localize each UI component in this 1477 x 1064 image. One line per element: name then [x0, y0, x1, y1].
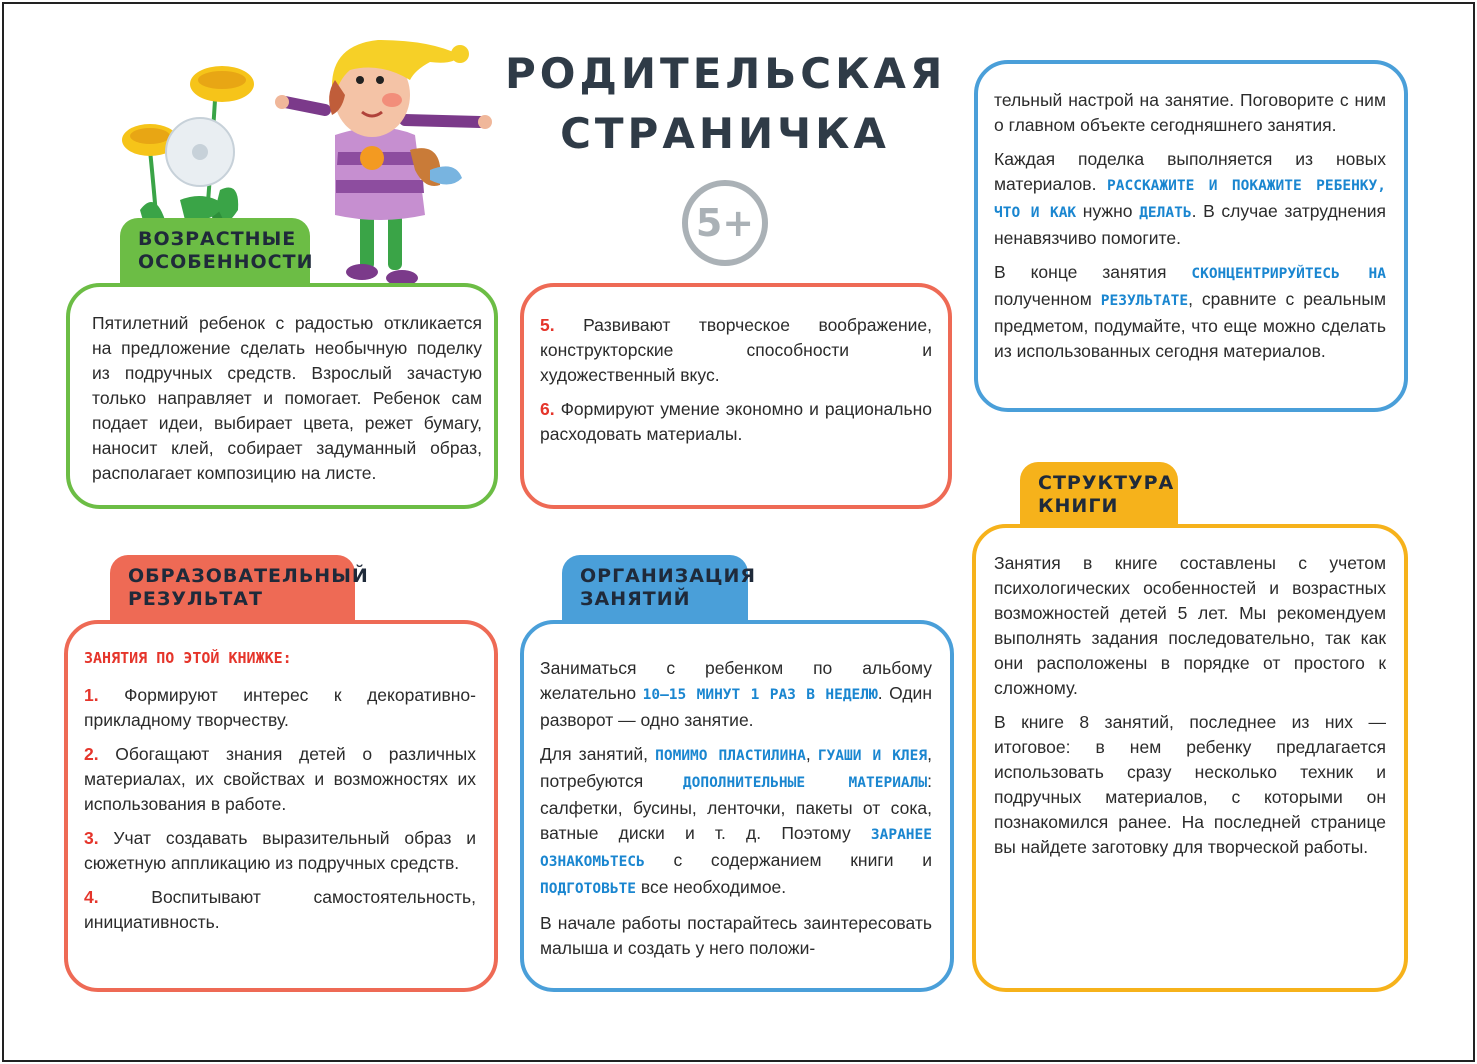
org-p2-e: с содержанием книги и	[644, 850, 932, 870]
org-p2-highlight-3: ДОПОЛНИТЕЛЬНЫЕ МАТЕРИАЛЫ	[682, 775, 928, 791]
book-structure-tab-line-1: СТРУКТУРА	[1038, 472, 1175, 494]
org-cont-p3-highlight-2: РЕЗУЛЬТАТЕ	[1100, 293, 1189, 309]
org-cont-p2-highlight-1: РАССКАЖИТЕ И ПОКАЖИТЕ РЕБЕНКУ, ЧТО И КАК	[994, 178, 1386, 221]
book-structure-tab	[1020, 462, 1178, 530]
edu-result-text-3: Учат создавать выразительный образ и сюжетную аппликацию из подручных средств.	[84, 828, 476, 873]
result-item-6	[540, 397, 932, 447]
edu-result-text-2: Обогащают знания детей о различных материалах, их свойствах и возможностях их использования в работе.	[84, 744, 476, 814]
edu-result-text-4: Воспитывают самостоятельность, инициативность.	[84, 887, 476, 932]
org-p2-highlight-4: ЗАРАНЕЕ ОЗНАКОМЬТЕСЬ	[540, 827, 932, 870]
age-features-tab-line-1: ВОЗРАСТНЫЕ	[138, 228, 297, 250]
org-p1-b: . Один разворот — одно занятие.	[540, 683, 932, 730]
org-p2-c: , потребуются	[540, 744, 933, 791]
org-cont-p2-highlight-2: ДЕЛАТЬ	[1139, 205, 1192, 221]
organization-tab-line-2: ЗАНЯТИЙ	[580, 588, 691, 610]
age-features-paragraph: Пятилетний ребенок с радостью откликается на предложение сделать необычную поделку из подручных средств. Взрослый зачастую только направляет и помогает. Ребенок сам подает идеи, выбирает цвета, режет бумагу, наносит клей, собирает задуманный образ, располагает композицию на листе.	[92, 313, 482, 483]
title-line-1: РОДИТЕЛЬСКАЯ	[505, 49, 947, 98]
book-structure-tab-line-2: КНИГИ	[1038, 495, 1119, 517]
org-p1-a: Заниматься с ребенком по альбому желательно	[540, 658, 932, 703]
educational-result-tab	[110, 555, 369, 623]
edu-result-tab-line-2: РЕЗУЛЬТАТ	[128, 588, 263, 610]
org-cont-paragraph-2	[994, 147, 1386, 251]
edu-result-number-2: 2.	[84, 744, 99, 764]
edu-result-text-1: Формируют интерес к декоративно-прикладному творчеству.	[84, 685, 476, 730]
org-p2-highlight-5: ПОДГОТОВЬТЕ	[540, 881, 637, 897]
org-p2-f: все необходимое.	[636, 877, 787, 897]
results-continued-text	[540, 313, 932, 456]
org-cont-p3-a: В конце занятия	[994, 262, 1192, 282]
organization-tab-line-1: ОРГАНИЗАЦИЯ	[580, 565, 757, 587]
age-features-tab-line-2: ОСОБЕННОСТИ	[138, 251, 314, 273]
org-p2-highlight-2: ГУАШИ И КЛЕЯ	[817, 748, 928, 764]
edu-result-number-3: 3.	[84, 828, 99, 848]
age-badge: 5+	[682, 180, 768, 266]
educational-result-text	[84, 646, 476, 944]
org-p2-b: ,	[805, 744, 818, 764]
book-structure-paragraph-2: В книге 8 занятий, последнее из них — итоговое: в нем ребенку предлагается использовать сразу несколько техник и подручных материалов, с которыми он познакомился ранее. На последней странице вы найдете заготовку для творческой работы.	[994, 712, 1386, 857]
org-p2-highlight-1: ПОМИМО ПЛАСТИЛИНА	[655, 748, 806, 764]
org-cont-p2-c: . В случае затруднения ненавязчиво помогите.	[994, 201, 1386, 248]
edu-result-number-1: 1.	[84, 685, 99, 705]
edu-result-number-4: 4.	[84, 887, 99, 907]
org-cont-p2-a: Каждая поделка выполняется из новых материалов.	[994, 149, 1386, 194]
edu-result-heading: ЗАНЯТИЯ ПО ЭТОЙ КНИЖКЕ:	[84, 649, 292, 667]
org-cont-p2-b: нужно	[1076, 201, 1140, 221]
organization-paragraph-1	[540, 656, 932, 733]
result-text-6: Формируют умение экономно и рационально расходовать материалы.	[540, 399, 932, 444]
org-p1-highlight: 10–15 МИНУТ 1 РАЗ В НЕДЕЛЮ	[642, 687, 878, 703]
organization-text	[540, 656, 932, 970]
edu-result-tab-line-1: ОБРАЗОВАТЕЛЬНЫЙ	[128, 565, 369, 587]
edu-result-item-2	[84, 742, 476, 817]
org-cont-paragraph-3	[994, 260, 1386, 364]
organization-paragraph-2	[540, 742, 932, 902]
org-cont-p3-c: , сравните с реальным предметом, подумайте, что еще можно сделать из использованных сегодня материалов.	[994, 289, 1386, 361]
result-text-5: Развивают творческое воображение, конструкторские способности и художественный вкус.	[540, 315, 932, 385]
edu-result-item-4	[84, 885, 476, 935]
org-p2-a: Для занятий,	[540, 744, 656, 764]
organization-continued-text	[994, 88, 1386, 373]
edu-result-item-1	[84, 683, 476, 733]
book-structure-paragraph-1: Занятия в книге составлены с учетом психологических особенностей и возрастных возможностей детей 5 лет. Мы рекомендуем выполнять задания последовательно, так как они расположены в порядке от простого к сложному.	[994, 553, 1386, 698]
org-p2-d: : салфетки, бусины, ленточки, пакеты от сока, ватные диски и т. д. Поэтому	[540, 771, 932, 843]
age-features-tab	[120, 218, 314, 286]
age-features-text	[92, 311, 482, 495]
org-cont-paragraph-1: тельный настрой на занятие. Поговорите с ним о главном объекте сегодняшнего занятия.	[994, 90, 1386, 135]
page-title	[505, 44, 945, 164]
book-structure-text	[994, 551, 1386, 869]
title-line-2: СТРАНИЧКА	[560, 109, 890, 158]
result-item-5	[540, 313, 932, 388]
result-number-6: 6.	[540, 399, 555, 419]
org-cont-p3-b: полученном	[994, 289, 1101, 309]
organization-paragraph-3: В начале работы постарайтесь заинтересовать малыша и создать у него положи-	[540, 913, 932, 958]
edu-result-item-3	[84, 826, 476, 876]
org-cont-p3-highlight-1: СКОНЦЕНТРИРУЙТЕСЬ НА	[1191, 266, 1386, 282]
organization-tab	[562, 555, 757, 623]
result-number-5: 5.	[540, 315, 555, 335]
